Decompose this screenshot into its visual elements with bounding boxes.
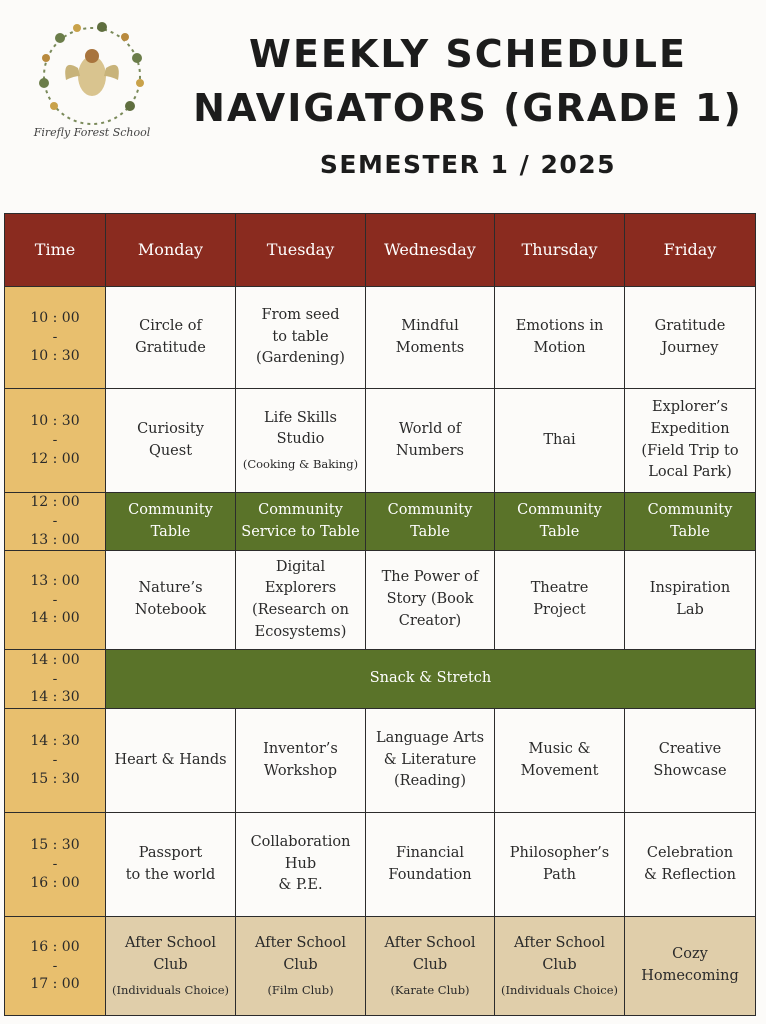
title-line-2: NAVIGATORS (GRADE 1) (193, 86, 743, 130)
activity-cell-wednesday: The Power of Story (Book Creator) (366, 551, 495, 650)
time-cell: 16 : 00 - 17 : 00 (5, 917, 106, 1016)
activity-cell-monday: Curiosity Quest (106, 389, 236, 493)
schedule-row (5, 709, 756, 813)
time-cell: 15 : 30 - 16 : 00 (5, 813, 106, 917)
school-logo (22, 18, 162, 148)
header-tuesday: Tuesday (236, 214, 366, 287)
header-friday: Friday (625, 214, 756, 287)
activity-cell-wednesday: Language Arts & Literature (Reading) (366, 709, 495, 813)
header-time: Time (5, 214, 106, 287)
activity-cell-thursday: Theatre Project (495, 551, 625, 650)
activity-cell-wednesday: World of Numbers (366, 389, 495, 493)
time-cell: 10 : 30 - 12 : 00 (5, 389, 106, 493)
schedule-row (5, 813, 756, 917)
schedule-table (4, 213, 756, 1016)
activity-note: (Cooking & Baking) (242, 457, 359, 472)
activity-cell-thursday: Community Table (495, 493, 625, 551)
activity-cell-monday: Passport to the world (106, 813, 236, 917)
activity-cell-monday: Nature’s Notebook (106, 551, 236, 650)
schedule-row (5, 650, 756, 709)
activity-cell-thursday: Emotions in Motion (495, 287, 625, 389)
schedule-row (5, 551, 756, 650)
schedule-row (5, 917, 756, 1016)
header-wednesday: Wednesday (366, 214, 495, 287)
activity-cell-thursday: Thai (495, 389, 625, 493)
activity-cell-tuesday: Collaboration Hub & P.E. (236, 813, 366, 917)
activity-cell-monday: Heart & Hands (106, 709, 236, 813)
activity-cell-wednesday: Mindful Moments (366, 287, 495, 389)
activity-cell-thursday: Philosopher’s Path (495, 813, 625, 917)
activity-cell-monday: Community Table (106, 493, 236, 551)
wreath-icon (39, 22, 144, 124)
time-cell: 12 : 00 - 13 : 00 (5, 493, 106, 551)
activity-cell-thursday: Music & Movement (495, 709, 625, 813)
activity-cell-tuesday: Life Skills Studio (Cooking & Baking) (236, 389, 366, 493)
activity-note: (Individuals Choice) (111, 982, 230, 997)
activity-note: (Individuals Choice) (500, 982, 619, 997)
semester-subtitle: SEMESTER 1 / 2025 (319, 150, 617, 179)
activity-cell-tuesday: Inventor’s Workshop (236, 709, 366, 813)
activity-cell-wednesday: Financial Foundation (366, 813, 495, 917)
title-line-1: WEEKLY SCHEDULE (249, 32, 687, 76)
activity-cell-tuesday: Digital Explorers (Research on Ecosystems) (236, 551, 366, 650)
activity-cell-monday: After School Club (Individuals Choice) (106, 917, 236, 1016)
activity-cell-friday: Gratitude Journey (625, 287, 756, 389)
activity-cell-tuesday: From seed to table (Gardening) (236, 287, 366, 389)
schedule-row (5, 287, 756, 389)
header-row (5, 214, 756, 287)
schedule-row (5, 389, 756, 493)
time-cell: 14 : 00 - 14 : 30 (5, 650, 106, 709)
activity-cell-tuesday: Community Service to Table (236, 493, 366, 551)
activity-cell-friday: Celebration & Reflection (625, 813, 756, 917)
logo-text: Firefly Forest School (33, 126, 151, 139)
header-monday: Monday (106, 214, 236, 287)
activity-cell-friday: Community Table (625, 493, 756, 551)
schedule-row (5, 493, 756, 551)
header-thursday: Thursday (495, 214, 625, 287)
activity-cell-tuesday: After School Club (Film Club) (236, 917, 366, 1016)
activity-cell-friday: Explorer’s Expedition (Field Trip to Local Park) (625, 389, 756, 493)
activity-cell-friday: Inspiration Lab (625, 551, 756, 650)
activity-cell-thursday: After School Club (Individuals Choice) (495, 917, 625, 1016)
activity-cell-wednesday: After School Club (Karate Club) (366, 917, 495, 1016)
activity-cell-friday: Creative Showcase (625, 709, 756, 813)
time-cell: 13 : 00 - 14 : 00 (5, 551, 106, 650)
activity-cell-monday: Circle of Gratitude (106, 287, 236, 389)
activity-cell-wednesday: Community Table (366, 493, 495, 551)
activity-note: (Film Club) (267, 982, 334, 997)
full-width-activity: Snack & Stretch (106, 650, 756, 709)
activity-note: (Karate Club) (390, 982, 470, 997)
time-cell: 14 : 30 - 15 : 30 (5, 709, 106, 813)
time-cell: 10 : 00 - 10 : 30 (5, 287, 106, 389)
activity-cell-friday: Cozy Homecoming (625, 917, 756, 1016)
